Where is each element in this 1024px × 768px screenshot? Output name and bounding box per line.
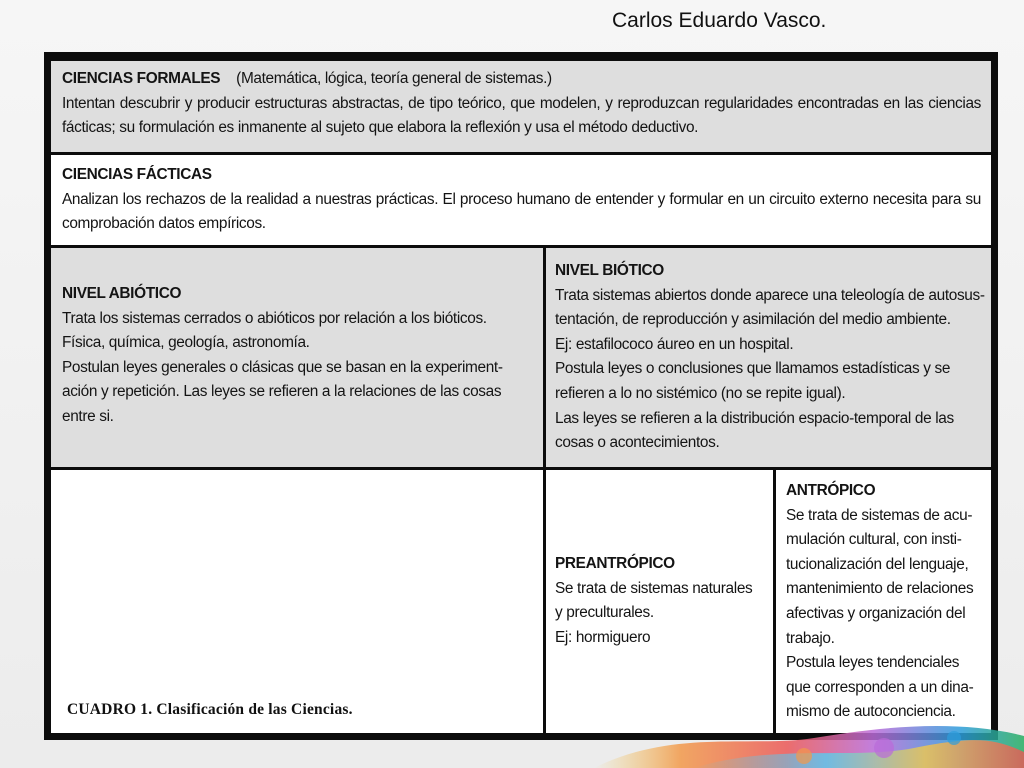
abiotico-line: Postulan leyes generales o clásicas que se basan en la experiment- bbox=[62, 358, 503, 376]
abiotico-line: entre si. bbox=[62, 407, 114, 425]
biotico-line: tentación, de reproducción y asimilación del medio ambiente. bbox=[555, 311, 951, 329]
abiotico-line: ación y repetición. Las leyes se refieren a la relaciones de las cosas bbox=[62, 383, 502, 401]
decorative-swirl-graphic bbox=[554, 708, 1024, 768]
formales-body: Intentan descubrir y producir estructuras abstractas, de tipo teórico, que modelen, y reproduzcan regularidades encontradas en las ciencias fácticas; su formulación es inmanente al sujeto que elabora la reflexión y usa el método deductivo. bbox=[62, 94, 981, 137]
facticas-title: CIENCIAS FÁCTICAS bbox=[62, 166, 212, 183]
preantropico-line: Ej: hormiguero bbox=[555, 628, 651, 646]
biotico-line: cosas o acontecimientos. bbox=[555, 434, 720, 452]
cell-preantropico bbox=[546, 470, 773, 733]
table-caption: CUADRO 1. Clasificación de las Ciencias. bbox=[67, 701, 353, 718]
formales-subtitle: (Matemática, lógica, teoría general de sistemas.) bbox=[236, 70, 552, 87]
antropico-line: que corresponden a un dina- bbox=[786, 678, 974, 696]
cell-caption bbox=[51, 470, 543, 733]
abiotico-line: Trata los sistemas cerrados o abióticos por relación a los bióticos. bbox=[62, 309, 487, 327]
antropico-line: trabajo. bbox=[786, 629, 835, 647]
cell-ciencias-formales bbox=[51, 61, 991, 152]
antropico-line: mismo de autoconciencia. bbox=[786, 703, 956, 721]
biotico-line: Postula leyes o conclusiones que llamamos estadísticas y se bbox=[555, 360, 951, 378]
preantropico-title: PREANTRÓPICO bbox=[555, 555, 675, 572]
facticas-body: Analizan los rechazos de la realidad a nuestras prácticas. El proceso humano de entender y formular en un circuito externo necesita para su comprobación datos empíricos. bbox=[62, 190, 981, 233]
abiotico-title: NIVEL ABIÓTICO bbox=[62, 285, 182, 302]
biotico-line: Las leyes se refieren a la distribución espacio-temporal de las bbox=[555, 409, 954, 427]
cell-ciencias-facticas bbox=[51, 155, 991, 245]
classification-table bbox=[44, 52, 998, 740]
formales-title: CIENCIAS FORMALES bbox=[62, 70, 221, 87]
antropico-line: mantenimiento de relaciones bbox=[786, 580, 974, 598]
cell-antropico bbox=[776, 470, 991, 733]
preantropico-line: Se trata de sistemas naturales bbox=[555, 579, 753, 597]
abiotico-line: Física, química, geología, astronomía. bbox=[62, 334, 310, 352]
biotico-line: Trata sistemas abiertos donde aparece una teleología de autosus- bbox=[555, 286, 985, 304]
biotico-title: NIVEL BIÓTICO bbox=[555, 262, 664, 279]
antropico-line: Postula leyes tendenciales bbox=[786, 654, 960, 672]
antropico-line: mulación cultural, con insti- bbox=[786, 531, 962, 549]
antropico-line: afectivas y organización del bbox=[786, 604, 966, 622]
antropico-line: tucionalización del lenguaje, bbox=[786, 555, 969, 573]
biotico-line: refieren a lo no sistémico (no se repite igual). bbox=[555, 384, 846, 402]
biotico-line: Ej: estafilococo áureo en un hospital. bbox=[555, 335, 794, 353]
antropico-line: Se trata de sistemas de acu- bbox=[786, 506, 973, 524]
preantropico-line: y preculturales. bbox=[555, 604, 654, 622]
cell-nivel-biotico bbox=[546, 248, 991, 467]
antropico-title: ANTRÓPICO bbox=[786, 482, 876, 499]
author-name: Carlos Eduardo Vasco. bbox=[612, 9, 827, 32]
cell-nivel-abiotico bbox=[51, 248, 543, 467]
